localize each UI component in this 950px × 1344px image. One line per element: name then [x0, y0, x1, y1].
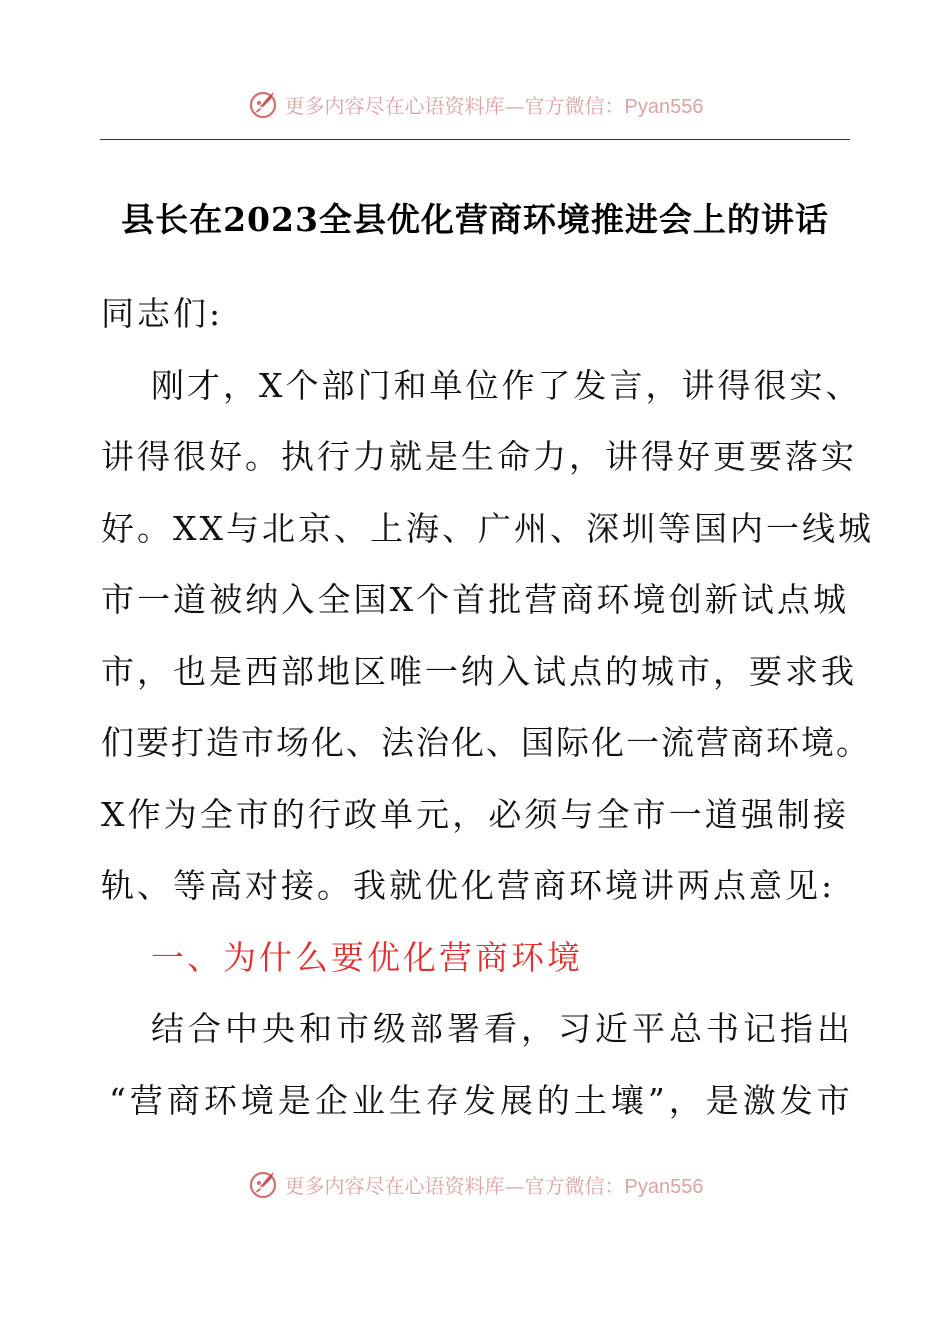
watermark-text: 更多内容尽在心语资料库—官方微信：Pyan556	[284, 93, 704, 118]
paragraph-line: X作为全市的行政单元，必须与全市一道强制接	[101, 794, 849, 834]
header-divider	[100, 139, 850, 140]
quill-circle-icon	[247, 1167, 281, 1201]
quill-circle-icon	[247, 87, 281, 121]
paragraph-line: 市一道被纳入全国X个首批营商环境创新试点城	[101, 580, 849, 619]
document-title: 县长在2023全县优化营商环境推进会上的讲话	[121, 200, 829, 239]
paragraph-line: 讲得很好。执行力就是生命力，讲得好更要落实	[101, 437, 857, 476]
paragraph-line: 刚才，X个部门和单位作了发言，讲得很实、	[151, 365, 862, 405]
header-watermark	[0, 84, 950, 124]
watermark-text: 更多内容尽在心语资料库—官方微信：Pyan556	[284, 1173, 704, 1198]
paragraph-line: 好。XX与北京、上海、广州、深圳等国内一线城	[101, 508, 874, 548]
paragraph-line: 轨、等高对接。我就优化营商环境讲两点意见:	[101, 866, 836, 905]
paragraph-line: 们要打造市场化、法治化、国际化一流营商环境。	[101, 723, 871, 762]
document-body	[101, 278, 874, 1136]
salutation: 同志们:	[101, 294, 224, 333]
section-heading: 一、为什么要优化营商环境	[151, 937, 583, 977]
paragraph-line: 市，也是西部地区唯一纳入试点的城市，要求我	[101, 651, 857, 691]
footer-watermark	[0, 1164, 950, 1204]
paragraph-line: 结合中央和市级部署看，习近平总书记指出	[151, 1009, 854, 1048]
paragraph-line: “营商环境是企业生存发展的土壤”，是激发市	[109, 1080, 854, 1120]
